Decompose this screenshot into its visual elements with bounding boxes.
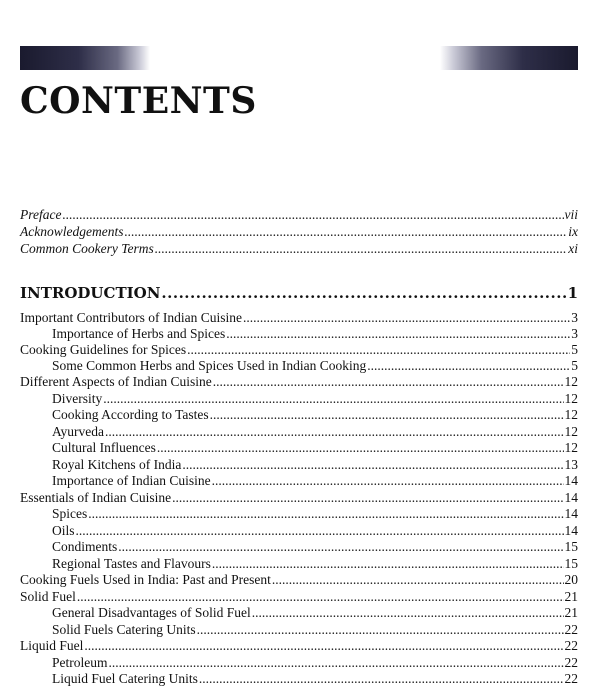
toc-entry <box>20 638 578 655</box>
toc-entry-page: 3 <box>571 310 578 325</box>
toc-entry-page: 14 <box>564 473 578 488</box>
toc-entry-title: Ayurveda <box>52 424 104 439</box>
toc-subentry <box>52 539 578 556</box>
toc-entry-page: 12 <box>564 424 578 439</box>
toc-entry-title: Solid Fuel <box>20 589 76 604</box>
toc-leader <box>226 326 570 342</box>
toc-entry-page: 14 <box>564 506 578 521</box>
toc-leader <box>103 391 563 407</box>
toc-leader <box>155 241 567 257</box>
toc-subentry <box>52 391 578 408</box>
toc-subentry <box>52 358 578 375</box>
toc-entry-acknowledgements <box>20 224 578 241</box>
toc-entry-title: Acknowledgements <box>20 224 124 239</box>
toc-entry-title: Preface <box>20 207 62 222</box>
toc-entry-title: Regional Tastes and Flavours <box>52 556 211 571</box>
toc-leader <box>243 310 570 326</box>
toc-entry-title: Oils <box>52 523 75 538</box>
toc-leader <box>182 457 563 473</box>
toc-entry-title: Diversity <box>52 391 103 406</box>
toc-entry-title: Essentials of Indian Cuisine <box>20 490 172 505</box>
toc-subentry <box>52 440 578 457</box>
toc-entry-title: Petroleum <box>52 655 108 670</box>
toc-entry-common-cookery-terms <box>20 241 578 258</box>
toc-entry-title: General Disadvantages of Solid Fuel <box>52 605 251 620</box>
toc-entry-preface <box>20 207 578 224</box>
toc-entry-title: Solid Fuels Catering Units <box>52 622 196 637</box>
toc-entry-page: 15 <box>564 539 578 554</box>
toc-leader <box>105 424 564 440</box>
toc-entry-page: 5 <box>571 358 578 373</box>
toc-leader <box>187 342 570 358</box>
toc-entry-page: 14 <box>564 523 578 538</box>
toc-leader <box>84 638 563 654</box>
toc-subentry <box>52 424 578 441</box>
toc-leader <box>157 440 564 456</box>
toc-entry-page: 12 <box>564 407 578 422</box>
toc-entry-title: Spices <box>52 506 88 521</box>
toc-subentry <box>52 655 578 672</box>
toc-entry-title: Some Common Herbs and Spices Used in Indian Cooking <box>52 358 367 373</box>
toc-entry-title: Cooking Fuels Used in India: Past and Present <box>20 572 271 587</box>
toc-leader <box>212 556 564 572</box>
toc-leader <box>210 407 564 423</box>
toc-entry-page: 22 <box>564 638 578 653</box>
toc-subentry <box>52 523 578 540</box>
page-title: CONTENTS <box>20 80 257 122</box>
toc-subentry <box>52 457 578 474</box>
toc-entry <box>20 310 578 327</box>
toc-entry-title: Importance of Herbs and Spices <box>52 326 226 341</box>
toc-leader <box>76 523 564 539</box>
toc-entry-page: 22 <box>564 655 578 670</box>
toc-entry-page: 12 <box>564 440 578 455</box>
toc-entry-page: xi <box>568 241 578 256</box>
toc-chapter-introduction <box>20 284 578 304</box>
toc-subentry <box>52 506 578 523</box>
toc-leader <box>88 506 563 522</box>
toc-entry-page: 21 <box>564 589 578 604</box>
toc-leader <box>109 655 564 671</box>
toc-entry-title: Common Cookery Terms <box>20 241 154 256</box>
toc-leader <box>213 374 564 390</box>
header-decoration-left <box>20 46 150 70</box>
toc-subentry <box>52 473 578 490</box>
toc-chapter-title: INTRODUCTION <box>20 284 161 302</box>
toc-entry <box>20 342 578 359</box>
toc-entry-title: Liquid Fuel <box>20 638 84 653</box>
toc-chapter-page: 1 <box>567 284 578 302</box>
toc-entry-title: Cooking According to Tastes <box>52 407 209 422</box>
toc-leader <box>77 589 564 605</box>
toc-entry-page: 12 <box>564 391 578 406</box>
toc-leader <box>252 605 564 621</box>
toc-entry-page: ix <box>568 224 578 239</box>
toc-entry-title: Liquid Fuel Catering Units <box>52 671 198 686</box>
toc-leader <box>118 539 563 555</box>
toc-entry-title: Different Aspects of Indian Cuisine <box>20 374 212 389</box>
toc-subentry <box>52 671 578 688</box>
toc-leader <box>172 490 563 506</box>
toc-leader <box>161 284 566 302</box>
header-decoration-right <box>440 46 578 70</box>
toc-entry-title: Condiments <box>52 539 118 554</box>
toc-entry-page: 5 <box>571 342 578 357</box>
toc-entry <box>20 374 578 391</box>
toc-entry <box>20 572 578 589</box>
toc-entry-title: Cultural Influences <box>52 440 156 455</box>
toc-entry-page: vii <box>564 207 578 222</box>
toc-leader <box>199 671 564 687</box>
toc-entry-page: 14 <box>564 490 578 505</box>
toc-entry <box>20 490 578 507</box>
toc-leader <box>367 358 570 374</box>
toc-entry-page: 22 <box>564 622 578 637</box>
toc-subentry <box>52 556 578 573</box>
toc-entry-page: 21 <box>564 605 578 620</box>
toc-entry <box>20 589 578 606</box>
toc-entry-title: Cooking Guidelines for Spices <box>20 342 187 357</box>
toc-entry-title: Importance of Indian Cuisine <box>52 473 211 488</box>
toc-entry-page: 22 <box>564 671 578 686</box>
toc-leader <box>212 473 564 489</box>
toc-subentry <box>52 407 578 424</box>
toc-leader <box>272 572 564 588</box>
toc-entry-title: Important Contributors of Indian Cuisine <box>20 310 242 325</box>
toc-subentry <box>52 326 578 343</box>
toc-subentry <box>52 622 578 639</box>
toc-entry-page: 12 <box>564 374 578 389</box>
toc-entry-page: 13 <box>564 457 578 472</box>
toc-leader <box>62 207 563 223</box>
toc-entry-page: 20 <box>564 572 578 587</box>
toc-leader <box>124 224 567 240</box>
toc-entry-title: Royal Kitchens of India <box>52 457 182 472</box>
toc-entry-page: 3 <box>571 326 578 341</box>
toc-subentry <box>52 605 578 622</box>
toc-entry-page: 15 <box>564 556 578 571</box>
toc-leader <box>197 622 564 638</box>
